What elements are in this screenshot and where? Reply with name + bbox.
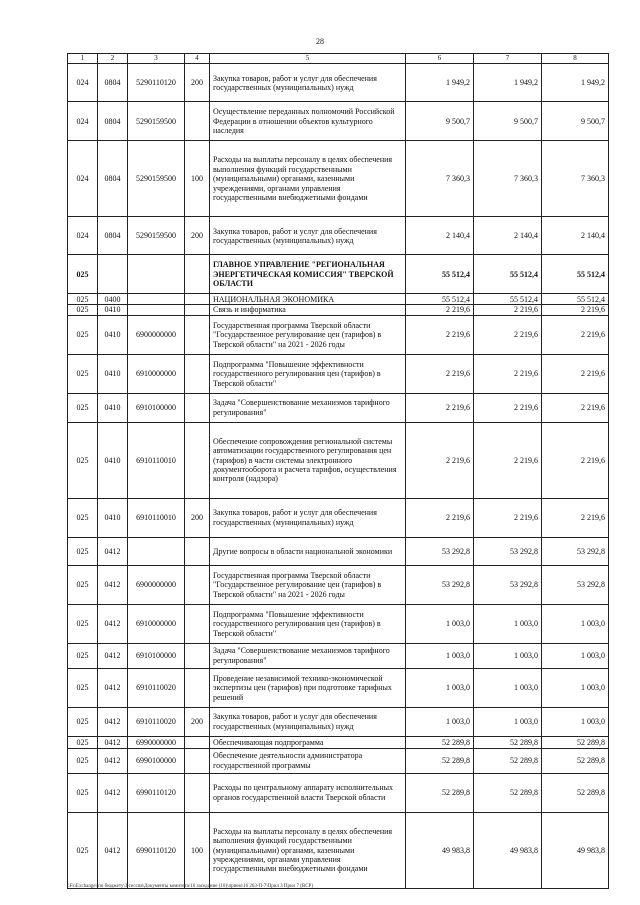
table-row (68, 537, 609, 565)
description: НАЦИОНАЛЬНАЯ ЭКОНОМИКА (210, 294, 406, 305)
value-col-6: 1 003,0 (406, 668, 474, 707)
code-expense-type (185, 643, 210, 668)
code-target: 5290159500 (128, 102, 185, 141)
code-target: 6910100000 (128, 643, 185, 668)
description: Задача "Совершенствование механизмов тарифного регулирования" (210, 643, 406, 668)
value-col-6: 55 512,4 (406, 294, 474, 305)
code-section: 0412 (98, 707, 128, 736)
value-col-8: 2 219,6 (542, 393, 609, 422)
column-number-row (68, 54, 609, 64)
value-col-7: 52 289,8 (474, 736, 542, 748)
code-section: 0412 (98, 812, 128, 888)
value-col-8: 2 219,6 (542, 315, 609, 354)
table-row (68, 643, 609, 668)
code-section: 0412 (98, 736, 128, 748)
value-col-6: 52 289,8 (406, 736, 474, 748)
description: Осуществление переданных полномочий Российской Федерации в отношении объектов культурного наследия (210, 102, 406, 141)
code-target: 6910110010 (128, 422, 185, 498)
code-section: 0804 (98, 141, 128, 217)
code-admin: 025 (68, 604, 98, 643)
value-col-8: 1 003,0 (542, 668, 609, 707)
code-expense-type (185, 565, 210, 604)
code-admin: 025 (68, 565, 98, 604)
description: Подпрограмма "Повышение эффективности государственного регулирования цен (тарифов) в Тверской области" (210, 604, 406, 643)
code-section: 0412 (98, 668, 128, 707)
code-expense-type (185, 773, 210, 812)
value-col-7: 7 360,3 (474, 141, 542, 217)
table-row (68, 64, 609, 102)
code-admin: 025 (68, 315, 98, 354)
code-expense-type (185, 393, 210, 422)
value-col-7: 2 140,4 (474, 217, 542, 255)
table-row (68, 736, 609, 748)
description: Задача "Совершенствование механизмов тарифного регулирования" (210, 393, 406, 422)
table-row (68, 748, 609, 773)
table-row (68, 565, 609, 604)
code-target (128, 305, 185, 315)
table-row (68, 604, 609, 643)
value-col-6: 2 219,6 (406, 305, 474, 315)
code-admin: 025 (68, 736, 98, 748)
value-col-6: 52 289,8 (406, 748, 474, 773)
value-col-8: 2 219,6 (542, 354, 609, 393)
table-row (68, 217, 609, 255)
description: Государственная программа Тверской области "Государственное регулирование цен (тарифов) в Тверской области" на 2021 - 2026 годы (210, 315, 406, 354)
code-expense-type (185, 537, 210, 565)
table-row (68, 294, 609, 305)
value-col-7: 2 219,6 (474, 393, 542, 422)
code-admin: 024 (68, 141, 98, 217)
code-admin: 025 (68, 748, 98, 773)
col-header: 6 (406, 54, 474, 64)
value-col-7: 1 949,2 (474, 64, 542, 102)
value-col-6: 9 500,7 (406, 102, 474, 141)
value-col-6: 1 003,0 (406, 707, 474, 736)
value-col-8: 1 003,0 (542, 643, 609, 668)
table-row (68, 255, 609, 294)
description: Проведение независимой технико-экономической экспертизы цен (тарифов) при подготовке тарифных решений (210, 668, 406, 707)
code-expense-type (185, 422, 210, 498)
description: Закупка товаров, работ и услуг для обеспечения государственных (муниципальных) нужд (210, 217, 406, 255)
code-expense-type: 200 (185, 498, 210, 537)
description: Другие вопросы в области национальной экономики (210, 537, 406, 565)
file-path-footer: \\Fs\Exchange\ по бюджету\3 сессия\Документы комитета\16 заседание (10)\прием\16 263-П-7\Прил 3 Прил 7 (ВСР) (67, 884, 313, 889)
value-col-6: 55 512,4 (406, 255, 474, 294)
code-admin: 025 (68, 537, 98, 565)
code-admin: 024 (68, 64, 98, 102)
code-section: 0412 (98, 748, 128, 773)
value-col-7: 1 003,0 (474, 668, 542, 707)
code-expense-type (185, 668, 210, 707)
description: Закупка товаров, работ и услуг для обеспечения государственных (муниципальных) нужд (210, 498, 406, 537)
table-row (68, 707, 609, 736)
code-admin: 024 (68, 102, 98, 141)
code-target (128, 537, 185, 565)
value-col-6: 2 219,6 (406, 354, 474, 393)
value-col-8: 1 003,0 (542, 707, 609, 736)
value-col-8: 1 003,0 (542, 604, 609, 643)
value-col-7: 55 512,4 (474, 255, 542, 294)
table-row (68, 422, 609, 498)
code-section: 0410 (98, 305, 128, 315)
value-col-8: 52 289,8 (542, 736, 609, 748)
code-expense-type: 200 (185, 707, 210, 736)
code-section: 0804 (98, 102, 128, 141)
value-col-7: 2 219,6 (474, 315, 542, 354)
code-admin: 025 (68, 422, 98, 498)
value-col-7: 2 219,6 (474, 354, 542, 393)
code-target: 6990110120 (128, 773, 185, 812)
value-col-6: 53 292,8 (406, 565, 474, 604)
code-expense-type: 100 (185, 141, 210, 217)
value-col-8: 55 512,4 (542, 255, 609, 294)
value-col-6: 7 360,3 (406, 141, 474, 217)
value-col-6: 53 292,8 (406, 537, 474, 565)
description: Обеспечение деятельности администратора государственной программы (210, 748, 406, 773)
value-col-7: 2 219,6 (474, 305, 542, 315)
description: ГЛАВНОЕ УПРАВЛЕНИЕ "РЕГИОНАЛЬНАЯ ЭНЕРГЕТИЧЕСКАЯ КОМИССИЯ" ТВЕРСКОЙ ОБЛАСТИ (210, 255, 406, 294)
value-col-6: 2 140,4 (406, 217, 474, 255)
code-target (128, 294, 185, 305)
table-row (68, 102, 609, 141)
col-header: 1 (68, 54, 98, 64)
code-target: 6900000000 (128, 565, 185, 604)
value-col-6: 2 219,6 (406, 498, 474, 537)
col-header: 8 (542, 54, 609, 64)
value-col-6: 49 983,8 (406, 812, 474, 888)
description: Связь и информатика (210, 305, 406, 315)
value-col-7: 53 292,8 (474, 537, 542, 565)
description: Обеспечение сопровождения региональной системы автоматизации государственного регулирования цен (тарифов) в части системы электронного документооборота и расчета тарифов, осуществления контроля (надзора) (210, 422, 406, 498)
code-expense-type: 100 (185, 812, 210, 888)
code-expense-type (185, 748, 210, 773)
code-admin: 025 (68, 305, 98, 315)
description: Обеспечивающая подпрограмма (210, 736, 406, 748)
code-section: 0400 (98, 294, 128, 305)
budget-table (67, 53, 609, 889)
description: Расходы по центральному аппарату исполнительных органов государственной власти Тверской области (210, 773, 406, 812)
description: Закупка товаров, работ и услуг для обеспечения государственных (муниципальных) нужд (210, 64, 406, 102)
code-target: 6910110020 (128, 668, 185, 707)
col-header: 4 (185, 54, 210, 64)
code-admin: 024 (68, 217, 98, 255)
code-target: 6990110120 (128, 812, 185, 888)
table-row (68, 305, 609, 315)
value-col-7: 2 219,6 (474, 422, 542, 498)
code-section: 0412 (98, 643, 128, 668)
value-col-7: 2 219,6 (474, 498, 542, 537)
code-target: 5290159500 (128, 217, 185, 255)
value-col-8: 1 949,2 (542, 64, 609, 102)
value-col-8: 55 512,4 (542, 294, 609, 305)
code-admin: 025 (68, 354, 98, 393)
code-section: 0410 (98, 354, 128, 393)
value-col-8: 53 292,8 (542, 537, 609, 565)
value-col-7: 52 289,8 (474, 773, 542, 812)
table-row (68, 668, 609, 707)
code-section: 0804 (98, 64, 128, 102)
code-section (98, 255, 128, 294)
code-expense-type (185, 736, 210, 748)
table-row (68, 141, 609, 217)
col-header: 3 (128, 54, 185, 64)
code-target: 6910000000 (128, 354, 185, 393)
code-section: 0410 (98, 393, 128, 422)
value-col-8: 2 219,6 (542, 422, 609, 498)
code-expense-type (185, 102, 210, 141)
code-admin: 025 (68, 294, 98, 305)
code-section: 0412 (98, 773, 128, 812)
value-col-8: 2 219,6 (542, 305, 609, 315)
table-row (68, 498, 609, 537)
value-col-7: 52 289,8 (474, 748, 542, 773)
value-col-7: 49 983,8 (474, 812, 542, 888)
description: Подпрограмма "Повышение эффективности государственного регулирования цен (тарифов) в Тверской области" (210, 354, 406, 393)
code-admin: 025 (68, 812, 98, 888)
value-col-6: 52 289,8 (406, 773, 474, 812)
value-col-6: 2 219,6 (406, 315, 474, 354)
code-expense-type: 200 (185, 64, 210, 102)
description: Расходы на выплаты персоналу в целях обеспечения выполнения функций государственными (муниципальными) органами, казенными учреждениями, органами управления государственными внебюджетными фондами (210, 812, 406, 888)
table-row (68, 393, 609, 422)
code-section: 0410 (98, 315, 128, 354)
value-col-6: 1 003,0 (406, 643, 474, 668)
code-admin: 025 (68, 707, 98, 736)
code-target: 6910000000 (128, 604, 185, 643)
col-header: 2 (98, 54, 128, 64)
code-expense-type (185, 604, 210, 643)
code-expense-type (185, 305, 210, 315)
value-col-8: 52 289,8 (542, 748, 609, 773)
code-target: 6990100000 (128, 748, 185, 773)
col-header: 5 (210, 54, 406, 64)
value-col-8: 9 500,7 (542, 102, 609, 141)
code-admin: 025 (68, 668, 98, 707)
code-section: 0412 (98, 565, 128, 604)
value-col-8: 7 360,3 (542, 141, 609, 217)
page-number: 28 (316, 37, 324, 46)
value-col-7: 53 292,8 (474, 565, 542, 604)
value-col-6: 1 003,0 (406, 604, 474, 643)
value-col-7: 55 512,4 (474, 294, 542, 305)
code-section: 0412 (98, 537, 128, 565)
code-expense-type: 200 (185, 217, 210, 255)
value-col-7: 9 500,7 (474, 102, 542, 141)
value-col-8: 2 219,6 (542, 498, 609, 537)
code-target: 5290159500 (128, 141, 185, 217)
table-row (68, 315, 609, 354)
code-admin: 025 (68, 255, 98, 294)
code-admin: 025 (68, 498, 98, 537)
value-col-6: 2 219,6 (406, 422, 474, 498)
code-section: 0410 (98, 498, 128, 537)
code-expense-type (185, 294, 210, 305)
value-col-6: 1 949,2 (406, 64, 474, 102)
code-section: 0412 (98, 604, 128, 643)
code-expense-type (185, 354, 210, 393)
value-col-8: 2 140,4 (542, 217, 609, 255)
value-col-7: 1 003,0 (474, 643, 542, 668)
code-target: 6910100000 (128, 393, 185, 422)
value-col-7: 1 003,0 (474, 604, 542, 643)
code-admin: 025 (68, 643, 98, 668)
code-target: 6990000000 (128, 736, 185, 748)
code-target: 5290110120 (128, 64, 185, 102)
code-target (128, 255, 185, 294)
table-row (68, 354, 609, 393)
col-header: 7 (474, 54, 542, 64)
value-col-8: 53 292,8 (542, 565, 609, 604)
code-admin: 025 (68, 773, 98, 812)
value-col-8: 52 289,8 (542, 773, 609, 812)
code-target: 6910110020 (128, 707, 185, 736)
code-expense-type (185, 255, 210, 294)
description: Государственная программа Тверской области "Государственное регулирование цен (тарифов) в Тверской области" на 2021 - 2026 годы (210, 565, 406, 604)
value-col-8: 49 983,8 (542, 812, 609, 888)
table-row (68, 773, 609, 812)
value-col-7: 1 003,0 (474, 707, 542, 736)
code-expense-type (185, 315, 210, 354)
description: Закупка товаров, работ и услуг для обеспечения государственных (муниципальных) нужд (210, 707, 406, 736)
value-col-6: 2 219,6 (406, 393, 474, 422)
code-target: 6900000000 (128, 315, 185, 354)
code-target: 6910110010 (128, 498, 185, 537)
code-section: 0804 (98, 217, 128, 255)
table-row (68, 812, 609, 888)
code-section: 0410 (98, 422, 128, 498)
description: Расходы на выплаты персоналу в целях обеспечения выполнения функций государственными (муниципальными) органами, казенными учреждениями, органами управления государственными внебюджетными фондами (210, 141, 406, 217)
code-admin: 025 (68, 393, 98, 422)
